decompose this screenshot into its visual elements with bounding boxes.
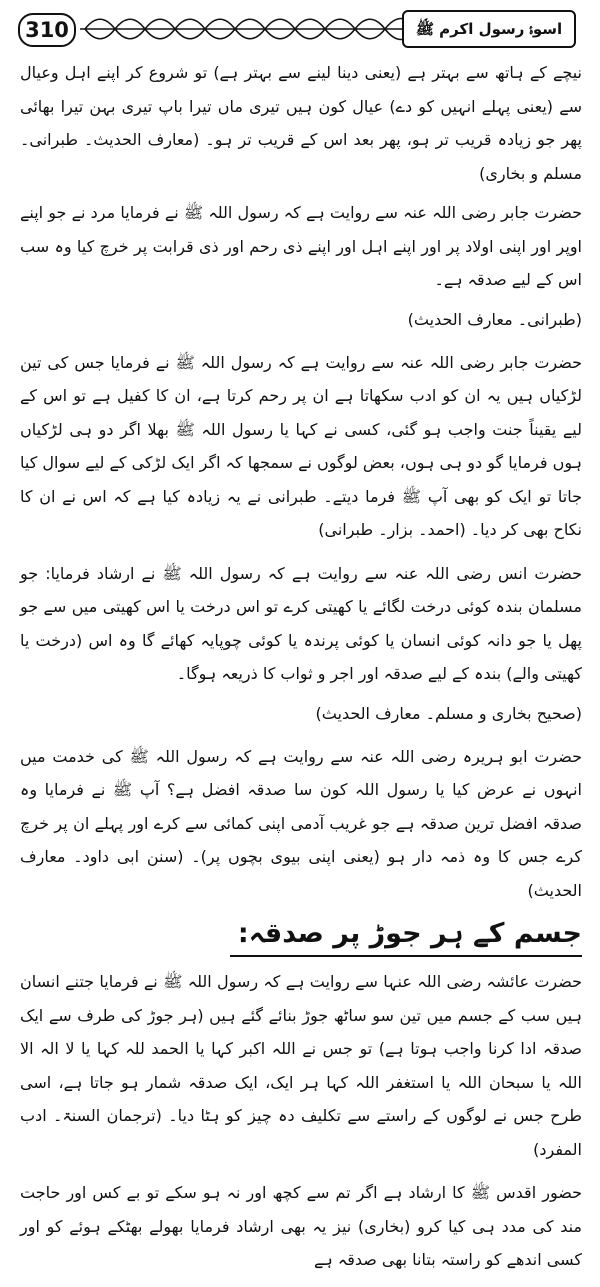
section-heading-wrap bbox=[20, 913, 582, 959]
paragraph-abu-huraira: حضرت ابو ہریرہ رضی اللہ عنہ سے روایت ہے کہ رسول اللہ ﷺ کی خدمت میں انہوں نے عرض کیا یا رسول اللہ کون سا صدقہ افضل ہے؟ آپ ﷺ نے فرمایا وہ صدقہ افضل ترین صدقہ ہے جو غریب آدمی اپنی کمائی سے کرے اور پہلے ان پر خرچ کرے جس کا وہ ذمہ دار ہو (یعنی اپنی بیوی بچوں پر)۔ (سنن ابی داود۔ معارف الحدیث) bbox=[20, 746, 582, 900]
paragraph-jabir-daughters: حضرت جابر رضی اللہ عنہ سے روایت ہے کہ رسول اللہ ﷺ نے فرمایا جس کی تین لڑکیاں ہیں یہ ان کو ادب سکھاتا ہے ان پر رحم کرتا ہے، ان کا کفیل ہے تو اس کے لیے یقیناً جنت واجب ہو گئی، کسی نے کہا یا رسول اللہ ﷺ بھلا اگر دو ہی لڑکیاں ہوں فرمایا گو دو ہی ہوں، بعض لوگوں نے سمجھا کہ اگر ایک لڑکی کے لیے سوال کیا جاتا تو ایک کو بھی آپ ﷺ فرما دیتے۔ طبرانی نے یہ زیادہ کیا ہے کہ اس نے ان کا نکاح بھی کر دیا۔ (احمد۔ بزار۔ طبرانی) bbox=[20, 352, 582, 539]
paragraph-jabir-spending: حضرت جابر رضی اللہ عنہ سے روایت ہے کہ رسول اللہ ﷺ نے فرمایا مرد نے جو اپنے اوپر اور اپنی اولاد پر اور اپنے اہل اور اپنے ذی رحم اور ذی قرابت پر خرچ کیا وہ سب اس کے لیے صدقہ ہے۔ bbox=[20, 203, 582, 289]
section-heading: جسم کے ہر جوڑ پر صدقہ: bbox=[230, 913, 582, 957]
reference-tabarani: (طبرانی۔ معارف الحدیث) bbox=[407, 309, 582, 329]
running-title: اسوۂ رسول اکرم ﷺ bbox=[402, 10, 576, 48]
paragraph-aisha-joints: حضرت عائشہ رضی اللہ عنہا سے روایت ہے کہ رسول اللہ ﷺ نے فرمایا جتنے انسان ہیں سب کے جسم میں تین سو ساٹھ جوڑ بنائے گئے ہیں (ہر جوڑ کی طرف سے ایک صدقہ ادا کرنا واجب ہوتا ہے) تو جس نے اللہ اکبر کہا یا الحمد للہ کہا یا لا الہ الا اللہ یا سبحان اللہ یا استغفر اللہ کہا ہر ایک، ایک صدقہ شمار ہو جاتا ہے، اسی طرح جس نے لوگوں کے راستے سے تکلیف دہ چیز کو ہٹا دیا۔ (ترجمان السنۃ۔ ادب المفرد) bbox=[20, 972, 582, 1159]
paragraph-family-spending: نیچے کے ہاتھ سے بہتر ہے (یعنی دینا لینے سے بہتر ہے) تو شروع کر اپنے اہل وعیال سے (یعنی پہلے انہیں کو دے) عیال کون ہیں تیری ماں تیرا باپ تیری بہن تیرا بھائی پھر جو زیادہ قریب تر ہو، پھر بعد اس کے قریب تر ہو۔ (معارف الحدیث۔ طبرانی۔ مسلم و بخاری) bbox=[20, 63, 582, 183]
page-body bbox=[20, 56, 582, 1287]
decorative-border-icon bbox=[80, 16, 410, 42]
page-number: 310 bbox=[18, 13, 76, 47]
page-header bbox=[0, 0, 600, 52]
reference-bukhari-muslim: (صحیح بخاری و مسلم۔ معارف الحدیث) bbox=[315, 703, 582, 723]
paragraph-anas-tree: حضرت انس رضی اللہ عنہ سے روایت ہے کہ رسول اللہ ﷺ نے ارشاد فرمایا: جو مسلمان بندہ کوئی درخت لگائے یا کھیتی کرے تو اس درخت یا اس کھیتی میں سے جو پھل یا جو دانہ کوئی انسان یا کوئی پرندہ یا کوئی چوپایہ کھائے گا وہ اس (درخت یا کھیتی والے) بندہ کے لیے صدقہ اور اجر و ثواب کا ذریعہ ہوگا۔ bbox=[20, 563, 582, 683]
paragraph-help-needy: حضور اقدس ﷺ کا ارشاد ہے اگر تم سے کچھ اور نہ ہو سکے تو بے کس اور حاجت مند کی مدد ہی کیا کرو (بخاری) نیز یہ بھی ارشاد فرمایا بھولے بھٹکے ہوئے کو اور کسی اندھے کو راستہ بتانا بھی صدقہ ہے bbox=[20, 1183, 582, 1269]
